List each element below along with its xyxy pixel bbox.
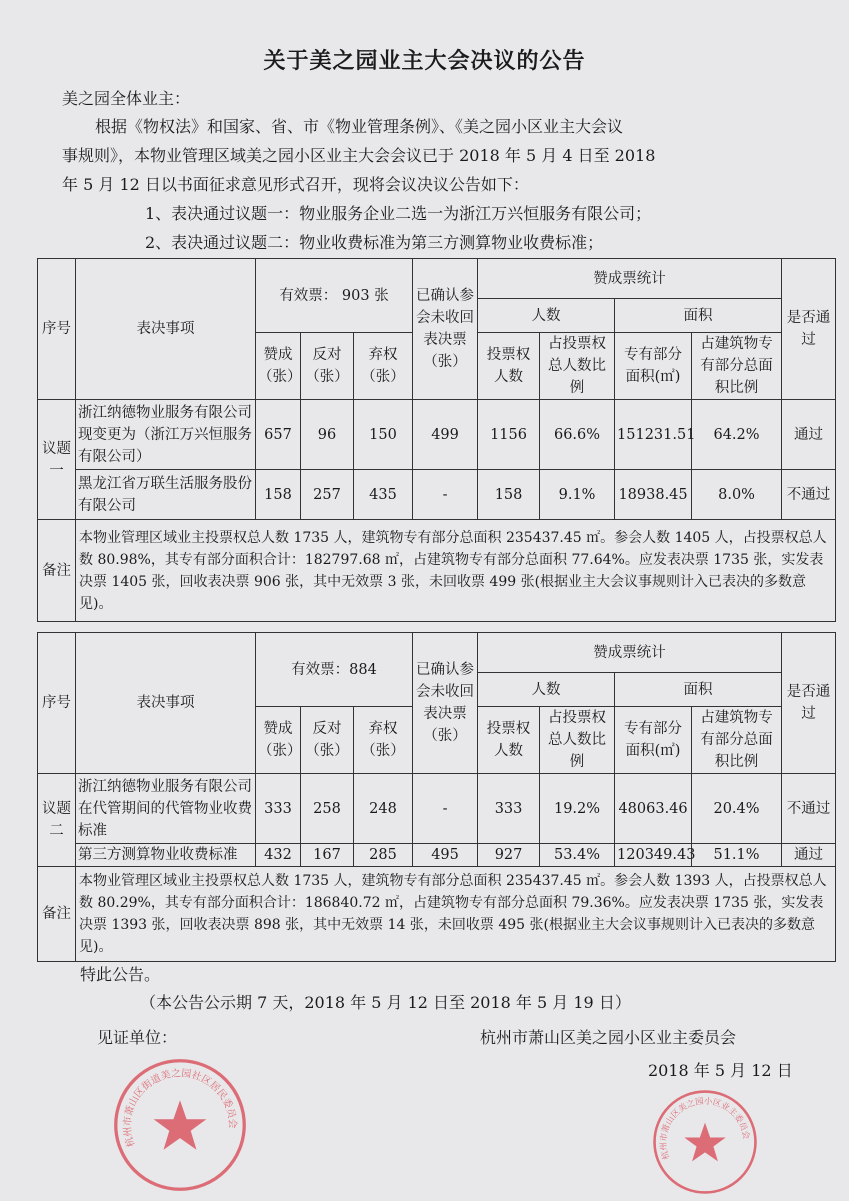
header-exclusive-area: 专有部分面积(㎡) <box>615 707 692 774</box>
remark-text: 本物业管理区域业主投票权总人数 1735 人，建筑物专有部分总面积 235437.45 ㎡。参会人数 1393 人，占投票权总人数 80.29%，其专有部分面积合计：186840.72 ㎡，占建筑物专有部分总面积 79.36%。应发表决票 1735 张，实发表决票 1393 张，回收表决票 898 张，其中无效票 14 张，未回收票 495 张(根据业主大会议事规则计入已表决的多数意见)。 <box>76 867 836 962</box>
remark-label: 备注 <box>38 867 76 962</box>
header-valid-votes: 有效票：884 <box>256 633 413 707</box>
table-row <box>38 470 836 520</box>
cell-oppose: 257 <box>301 470 354 520</box>
intro-line: 年 5 月 12 日以书面征求意见形式召开，现将会议决议公告如下： <box>62 175 529 194</box>
topic-label: 议题一 <box>38 400 76 520</box>
header-approve: 赞成（张） <box>256 707 301 774</box>
cell-approve: 657 <box>256 400 301 470</box>
closing: 特此公告。 <box>80 965 161 984</box>
salutation: 美之园全体业主： <box>62 89 191 108</box>
header-seq: 序号 <box>38 633 76 774</box>
cell-abstain: 150 <box>354 400 413 470</box>
header-voter-ratio: 占投票权总人数比例 <box>540 333 615 400</box>
header-oppose: 反对（张） <box>301 707 354 774</box>
vote-table <box>37 258 836 622</box>
table-row <box>38 774 836 844</box>
cell-area-ratio: 51.1% <box>692 844 782 867</box>
cell-area-ratio: 64.2% <box>692 400 782 470</box>
cell-abstain: 435 <box>354 470 413 520</box>
cell-voter-ratio: 53.4% <box>540 844 615 867</box>
cell-approve: 158 <box>256 470 301 520</box>
header-valid-votes: 有效票： 903 张 <box>256 259 413 333</box>
intro-line: 事规则》，本物业管理区域美之园小区业主大会会议已于 2018 年 5 月 4 日至 2018 <box>62 146 656 165</box>
header-voters: 投票权人数 <box>478 707 540 774</box>
header-seq: 序号 <box>38 259 76 400</box>
cell-voter-ratio: 19.2% <box>540 774 615 844</box>
cell-voters: 927 <box>478 844 540 867</box>
cell-oppose: 167 <box>301 844 354 867</box>
cell-approve: 432 <box>256 844 301 867</box>
header-unreturned: 已确认参会未收回表决票（张） <box>413 633 478 774</box>
header-approve-stats: 赞成票统计 <box>478 633 782 673</box>
svg-text:杭州市萧山区美之园小区业主委员会: 杭州市萧山区美之园小区业主委员会 <box>657 1095 752 1161</box>
cell-item: 浙江纳德物业服务有限公司在代管期间的代管物业收费标准 <box>76 774 256 844</box>
cell-area: 18938.45 <box>615 470 692 520</box>
resolution-2: 2、表决通过议题二：物业收费标准为第三方测算物业收费标准； <box>145 233 604 252</box>
header-oppose: 反对（张） <box>301 333 354 400</box>
cell-approve: 333 <box>256 774 301 844</box>
cell-area: 120349.43 <box>615 844 692 867</box>
star-icon <box>684 1123 725 1162</box>
cell-passed: 不通过 <box>782 774 836 844</box>
cell-oppose: 258 <box>301 774 354 844</box>
header-people: 人数 <box>478 299 615 333</box>
header-passed: 是否通过 <box>782 633 836 774</box>
intro-line: 根据《物权法》和国家、省、市《物业管理条例》、《美之园小区业主大会议 <box>95 117 624 136</box>
cell-area: 48063.46 <box>615 774 692 844</box>
header-unreturned: 已确认参会未收回表决票（张） <box>413 259 478 400</box>
cell-voters: 158 <box>478 470 540 520</box>
resolution-1: 1、表决通过议题一：物业服务企业二选一为浙江万兴恒服务有限公司； <box>145 204 652 223</box>
issue-date: 2018 年 5 月 12 日 <box>648 1061 793 1080</box>
witness-stamp <box>110 1055 250 1195</box>
vote-table <box>37 632 836 962</box>
cell-abstain: 248 <box>354 774 413 844</box>
header-item: 表决事项 <box>76 259 256 400</box>
header-area: 面积 <box>615 673 782 707</box>
cell-item: 第三方测算物业收费标准 <box>76 844 256 867</box>
cell-item: 黑龙江省万联生活服务股份有限公司 <box>76 470 256 520</box>
cell-area-ratio: 8.0% <box>692 470 782 520</box>
header-area-ratio: 占建筑物专有部分总面积比例 <box>692 333 782 400</box>
table-row <box>38 844 836 867</box>
header-approve-stats: 赞成票统计 <box>478 259 782 299</box>
star-icon <box>154 1100 207 1149</box>
issuer: 杭州市萧山区美之园小区业主委员会 <box>480 1028 737 1047</box>
cell-area-ratio: 20.4% <box>692 774 782 844</box>
remark-text: 本物业管理区域业主投票权总人数 1735 人，建筑物专有部分总面积 235437.45 ㎡。参会人数 1405 人，占投票权总人数 80.98%，其专有部分面积合计：182797.68 ㎡，占建筑物专有部分总面积 77.64%。应发表决票 1735 张，实发表决票 1405 张，回收表决票 906 张，其中无效票 3 张，未回收票 499 张(根据业主大会议事规则计入已表决的多数意见)。 <box>76 520 836 622</box>
cell-voter-ratio: 9.1% <box>540 470 615 520</box>
cell-passed: 通过 <box>782 844 836 867</box>
cell-voter-ratio: 66.6% <box>540 400 615 470</box>
cell-abstain: 285 <box>354 844 413 867</box>
cell-unreturned: 495 <box>413 844 478 867</box>
header-people: 人数 <box>478 673 615 707</box>
header-exclusive-area: 专有部分面积(㎡) <box>615 333 692 400</box>
header-area: 面积 <box>615 299 782 333</box>
table-row <box>38 400 836 470</box>
cell-voters: 333 <box>478 774 540 844</box>
header-item: 表决事项 <box>76 633 256 774</box>
header-voters: 投票权人数 <box>478 333 540 400</box>
committee-stamp <box>650 1087 760 1197</box>
cell-unreturned: - <box>413 470 478 520</box>
witness-label: 见证单位： <box>97 1028 178 1047</box>
header-approve: 赞成（张） <box>256 333 301 400</box>
cell-passed: 不通过 <box>782 470 836 520</box>
header-passed: 是否通过 <box>782 259 836 400</box>
header-voter-ratio: 占投票权总人数比例 <box>540 707 615 774</box>
notice-period: （本公告公示期 7 天，2018 年 5 月 12 日至 2018 年 5 月 19 日） <box>140 993 631 1012</box>
header-area-ratio: 占建筑物专有部分总面积比例 <box>692 707 782 774</box>
cell-area: 151231.51 <box>615 400 692 470</box>
cell-item: 浙江纳德物业服务有限公司现变更为（浙江万兴恒服务有限公司） <box>76 400 256 470</box>
cell-passed: 通过 <box>782 400 836 470</box>
svg-text:杭州市萧山区街道美之园社区居民委员会: 杭州市萧山区街道美之园社区居民委员会 <box>122 1068 238 1149</box>
header-abstain: 弃权（张） <box>354 707 413 774</box>
header-abstain: 弃权（张） <box>354 333 413 400</box>
cell-oppose: 96 <box>301 400 354 470</box>
cell-unreturned: - <box>413 774 478 844</box>
topic-label: 议题二 <box>38 774 76 867</box>
cell-unreturned: 499 <box>413 400 478 470</box>
remark-label: 备注 <box>38 520 76 622</box>
cell-voters: 1156 <box>478 400 540 470</box>
document-title: 关于美之园业主大会决议的公告 <box>263 48 586 74</box>
